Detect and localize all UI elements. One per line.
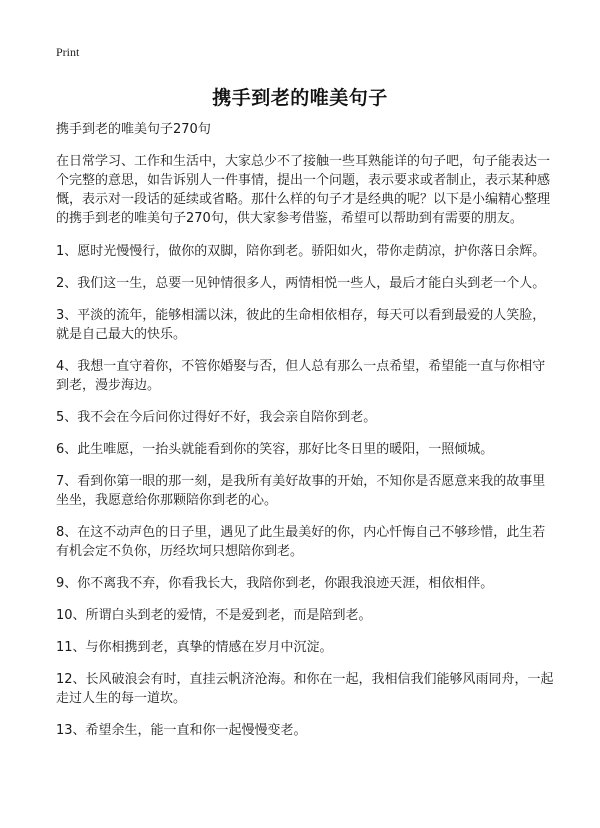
sentence-item-5: 5、我不会在今后问你过得好不好，我会亲自陪你到老。 [56, 410, 377, 425]
sentence-item-9: 9、你不离我不弃，你看我长大，我陪你到老，你跟我浪迹天涯，相依相伴。 [56, 576, 494, 591]
sentence-item-11: 11、与你相携到老，真挚的情感在岁月中沉淀。 [56, 640, 333, 655]
intro-paragraph: 在日常学习、工作和生活中，大家总少不了接触一些耳熟能详的句子吧，句子能表达一个完整的意思，如告诉别人一件事情，提出一个问题，表示要求或者制止，表示某种感慨，表示对一段话的延续或省略。那什么样的句子才是经典的呢？以下是小编精心整理的携手到老的唯美句子270句，供大家参考借鉴，希望可以帮助到有需要的朋友。 [56, 154, 551, 226]
sentence-item-8: 8、在这不动声色的日子里，遇见了此生最美好的你，内心忏悔自己不够珍惜，此生若有机会定不负你，历经坎坷只想陪你到老。 [56, 525, 546, 559]
sentence-item-1: 1、愿时光慢慢行，做你的双脚，陪你到老。骄阳如火，带你走荫凉，护你落日余辉。 [56, 244, 546, 259]
page-title: 携手到老的唯美句子 [212, 87, 388, 109]
article-body [56, 120, 554, 753]
sentence-item-7: 7、看到你第一眼的那一刻，是我所有美好故事的开始，不知你是否愿意来我的故事里坐坐，我愿意给你那颗陪你到老的心。 [56, 474, 546, 508]
article-subtitle: 携手到老的唯美句子270句 [56, 122, 211, 137]
sentence-item-3: 3、平淡的流年，能够相濡以沫，彼此的生命相依相存，每天可以看到最爱的人笑脸，就是自己最大的快乐。 [56, 308, 546, 342]
sentence-item-4: 4、我想一直守着你，不管你婚娶与否，但人总有那么一点希望，希望能一直与你相守到老，漫步海边。 [56, 359, 546, 393]
print-link[interactable]: Print [56, 45, 80, 59]
sentence-item-12: 12、长风破浪会有时，直挂云帆济沧海。和你在一起，我相信我们能够风雨同舟，一起走过人生的每一道坎。 [56, 672, 554, 706]
sentence-item-13: 13、希望余生，能一直和你一起慢慢变老。 [56, 723, 307, 738]
sentence-item-6: 6、此生唯愿，一抬头就能看到你的笑容，那好比冬日里的暖阳，一照倾城。 [56, 442, 494, 457]
sentence-item-10: 10、所谓白头到老的爱情，不是爱到老，而是陪到老。 [56, 608, 372, 623]
sentence-item-2: 2、我们这一生，总要一见钟情很多人，两情相悦一些人，最后才能白头到老一个人。 [56, 276, 546, 291]
